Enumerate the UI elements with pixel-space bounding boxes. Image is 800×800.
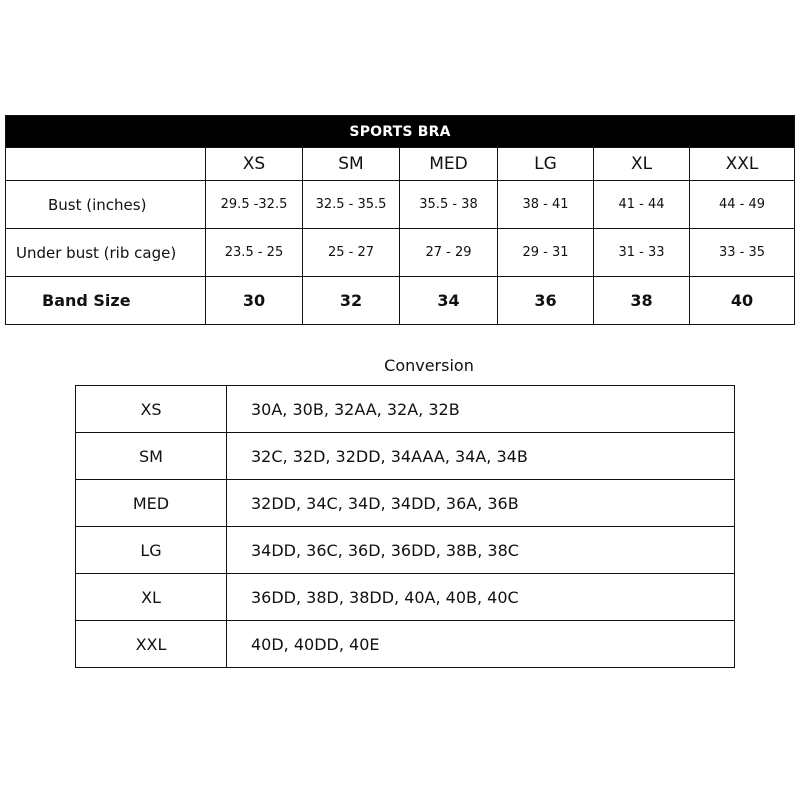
table-cell: 44 - 49 — [690, 181, 795, 229]
size-header: XS — [206, 148, 303, 181]
row-label-band-size: Band Size — [6, 277, 206, 325]
table-cell: 29.5 -32.5 — [206, 181, 303, 229]
size-header: XL — [594, 148, 690, 181]
sports-bra-size-table — [5, 115, 795, 325]
conversion-row — [76, 480, 735, 527]
conversion-table — [75, 385, 735, 668]
conversion-title: Conversion — [384, 356, 474, 375]
conversion-size: MED — [76, 480, 227, 527]
table-cell: 25 - 27 — [303, 229, 400, 277]
table-cell: 23.5 - 25 — [206, 229, 303, 277]
conversion-size: XL — [76, 574, 227, 621]
table-cell: 27 - 29 — [400, 229, 498, 277]
conversion-codes: 30A, 30B, 32AA, 32A, 32B — [227, 386, 735, 433]
table-cell: 30 — [206, 277, 303, 325]
table-cell: 32 — [303, 277, 400, 325]
conversion-codes: 34DD, 36C, 36D, 36DD, 38B, 38C — [227, 527, 735, 574]
conversion-row — [76, 527, 735, 574]
table-cell: 29 - 31 — [498, 229, 594, 277]
conversion-size: XXL — [76, 621, 227, 668]
size-header: XXL — [690, 148, 795, 181]
conversion-size: LG — [76, 527, 227, 574]
size-header: SM — [303, 148, 400, 181]
table-cell: 38 — [594, 277, 690, 325]
table-title-row — [6, 116, 795, 148]
conversion-codes: 40D, 40DD, 40E — [227, 621, 735, 668]
conversion-row — [76, 621, 735, 668]
table-cell: 34 — [400, 277, 498, 325]
table-cell: 33 - 35 — [690, 229, 795, 277]
conversion-row — [76, 433, 735, 480]
conversion-codes: 36DD, 38D, 38DD, 40A, 40B, 40C — [227, 574, 735, 621]
header-blank-cell — [6, 148, 206, 181]
size-header-row — [6, 148, 795, 181]
row-label-under-bust: Under bust (rib cage) — [6, 229, 206, 277]
table-cell: 32.5 - 35.5 — [303, 181, 400, 229]
table-cell: 40 — [690, 277, 795, 325]
table-cell: 41 - 44 — [594, 181, 690, 229]
conversion-size: XS — [76, 386, 227, 433]
conversion-size: SM — [76, 433, 227, 480]
row-label-bust: Bust (inches) — [6, 181, 206, 229]
bust-row — [6, 181, 795, 229]
table-cell: 35.5 - 38 — [400, 181, 498, 229]
table-cell: 36 — [498, 277, 594, 325]
band-size-row — [6, 277, 795, 325]
conversion-codes: 32DD, 34C, 34D, 34DD, 36A, 36B — [227, 480, 735, 527]
under-bust-row — [6, 229, 795, 277]
conversion-row — [76, 386, 735, 433]
table-cell: 38 - 41 — [498, 181, 594, 229]
conversion-codes: 32C, 32D, 32DD, 34AAA, 34A, 34B — [227, 433, 735, 480]
size-header: LG — [498, 148, 594, 181]
table-cell: 31 - 33 — [594, 229, 690, 277]
table-title: SPORTS BRA — [6, 116, 795, 148]
size-header: MED — [400, 148, 498, 181]
conversion-row — [76, 574, 735, 621]
